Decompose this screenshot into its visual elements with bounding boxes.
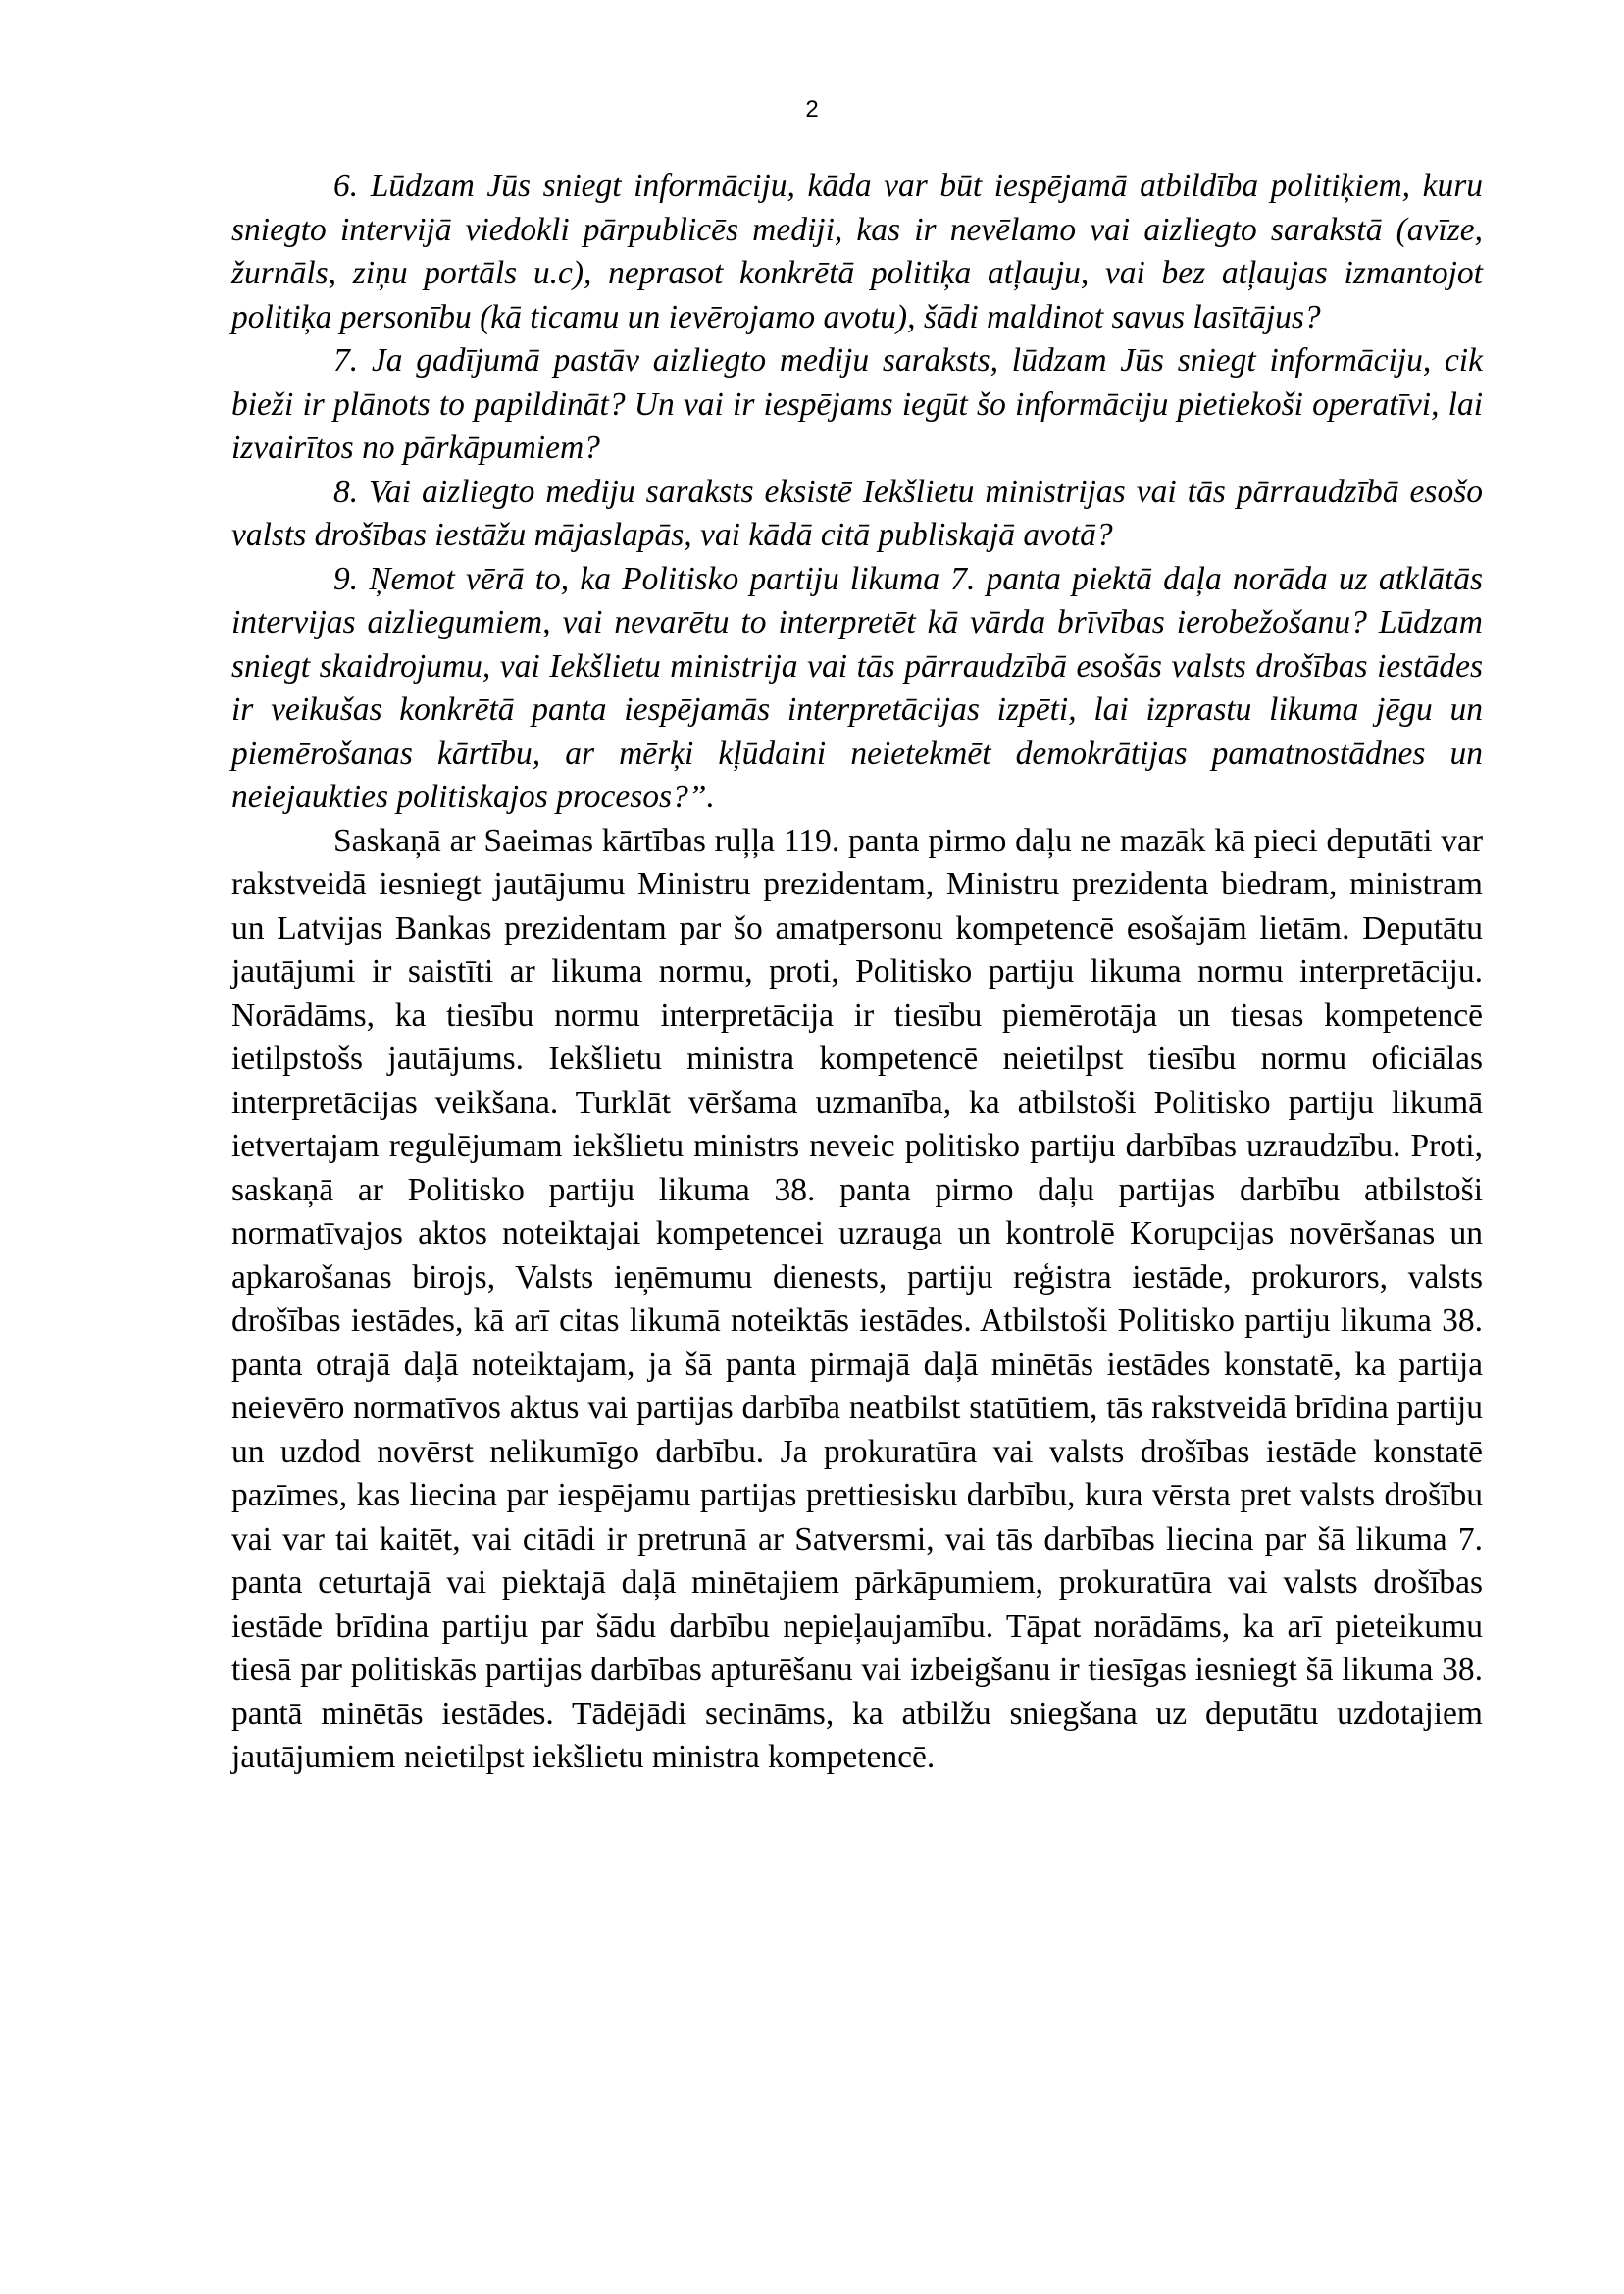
page-number: 2 <box>805 96 819 123</box>
question-8: 8. Vai aizliegto mediju saraksts eksistē Iekšlietu ministrijas vai tās pārraudzībā esošo valsts drošības iestāžu mājaslapās, vai kādā citā publiskajā avotā? <box>231 473 1483 553</box>
question-7: 7. Ja gadījumā pastāv aizliegto mediju saraksts, lūdzam Jūs sniegt informāciju, cik bieži ir plānots to papildināt? Un vai ir iespējams iegūt šo informāciju pietiekoši operatīvi, lai izvairītos no pārkāpumiem? <box>231 342 1483 466</box>
question-6: 6. Lūdzam Jūs sniegt informāciju, kāda var būt iespējamā atbildība politiķiem, kuru sniegto intervijā viedokli pārpublicēs mediji, kas ir nevēlamo vai aizliegto sarakstā (avīze, žurnāls, ziņu portāls u.c), neprasot konkrētā politiķa atļauju, vai bez atļaujas izmantojot politiķa personību (kā ticamu un ievērojamo avotu), šādi maldinot savus lasītājus? <box>231 168 1483 335</box>
document-body <box>231 165 1483 1780</box>
question-9: 9. Ņemot vērā to, ka Politisko partiju likuma 7. panta piektā daļa norāda uz atklātās intervijas aizliegumiem, vai nevarētu to interpretēt kā vārda brīvības ierobežošanu? Lūdzam sniegt skaidrojumu, vai Iekšlietu ministrija vai tās pārraudzībā esošās valsts drošības iestādes ir veikušas konkrētā panta iespējamās interpretācijas izpēti, lai izprastu likuma jēgu un piemērošanas kārtību, ar mērķi kļūdaini neietekmēt demokrātijas pamatnostādnes un neiejaukties politiskajos procesos?”. <box>231 560 1483 815</box>
response-paragraph: Saskaņā ar Saeimas kārtības ruļļa 119. panta pirmo daļu ne mazāk kā pieci deputāti var rakstveidā iesniegt jautājumu Ministru prezidentam, Ministru prezidenta biedram, ministram un Latvijas Bankas prezidentam par šo amatpersonu kompetencē esošajām lietām. Deputātu jautājumi ir saistīti ar likuma normu, proti, Politisko partiju likuma normu interpretāciju. Norādāms, ka tiesību normu interpretācija ir tiesību piemērotāja un tiesas kompetencē ietilpstošs jautājums. Iekšlietu ministra kompetencē neietilpst tiesību normu oficiālas interpretācijas veikšana. Turklāt vēršama uzmanība, ka atbilstoši Politisko partiju likumā ietvertajam regulējumam iekšlietu ministrs neveic politisko partiju darbības uzraudzību. Proti, saskaņā ar Politisko partiju likuma 38. panta pirmo daļu partijas darbību atbilstoši normatīvajos aktos noteiktajai kompetencei uzrauga un kontrolē Korupcijas novēršanas un apkarošanas birojs, Valsts ieņēmumu dienests, partiju reģistra iestāde, prokurors, valsts drošības iestādes, kā arī citas likumā noteiktās iestādes. Atbilstoši Politisko partiju likuma 38. panta otrajā daļā noteiktajam, ja šā panta pirmajā daļā minētās iestādes konstatē, ka partija neievēro normatīvos aktus vai partijas darbība neatbilst statūtiem, tās rakstveidā brīdina partiju un uzdod novērst nelikumīgo darbību. Ja prokuratūra vai valsts drošības iestāde konstatē pazīmes, kas liecina par iespējamu partijas prettiesisku darbību, kura vērsta pret valsts drošību vai var tai kaitēt, vai citādi ir pretrunā ar Satversmi, vai tās darbības liecina par šā likuma 7. panta ceturtajā vai piektajā daļā minētajiem pārkāpumiem, prokuratūra vai valsts drošības iestāde brīdina partiju par šādu darbību nepieļaujamību. Tāpat norādāms, ka arī pieteikumu tiesā par politiskās partijas darbības apturēšanu vai izbeigšanu ir tiesīgas iesniegt šā likuma 38. pantā minētās iestādes. Tādējādi secināms, ka atbilžu sniegšana uz deputātu uzdotajiem jautājumiem neietilpst iekšlietu ministra kompetencē. <box>231 822 1483 1775</box>
